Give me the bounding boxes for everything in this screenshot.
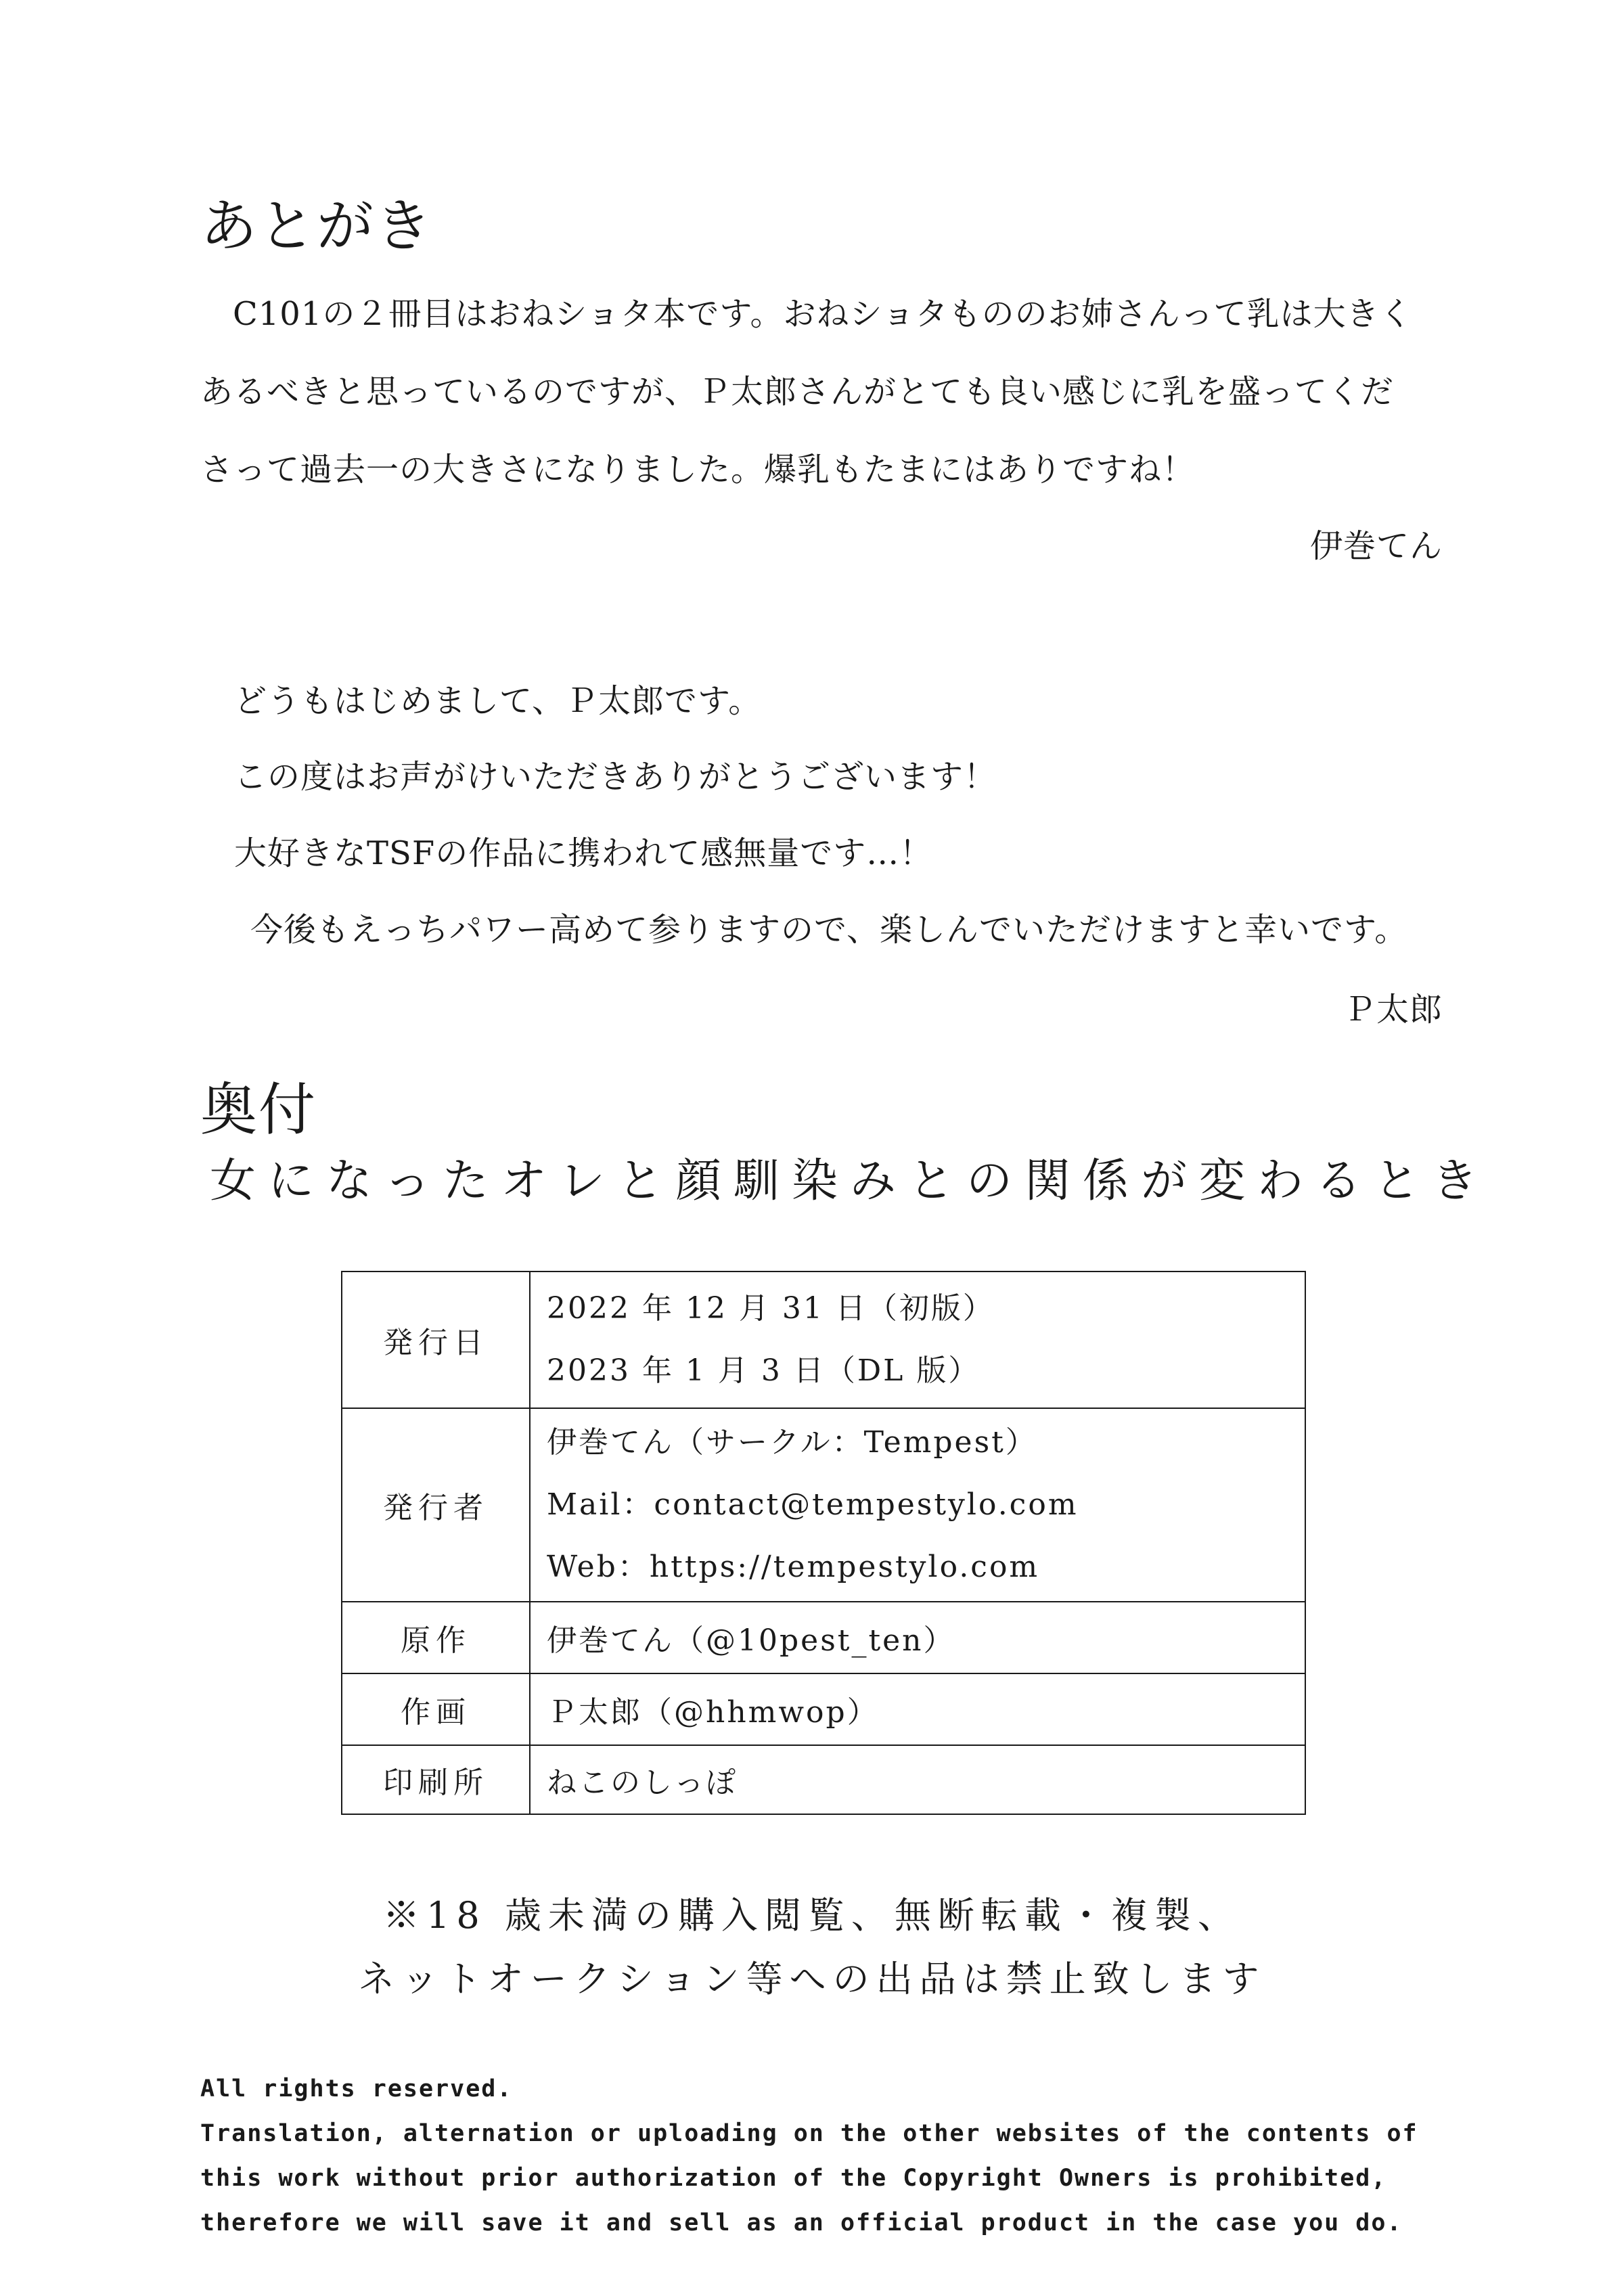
book-title: 女になったオレと顔馴染みとの関係が変わるとき	[210, 1154, 1491, 1208]
table-row	[342, 1673, 1305, 1745]
table-row	[342, 1271, 1305, 1408]
publish-date-first: 2022 年 12 月 31 日（初版）	[547, 1291, 995, 1326]
author-signature: 伊巻てん	[1309, 527, 1443, 565]
legal-line-2: Translation, alternation or uploading on the other websites of the contents of	[200, 2120, 1418, 2147]
age-notice-line-2: ネットオークション等への出品は禁止致します	[358, 1958, 1266, 2000]
author-paragraph-line-3: さって過去一の大きさになりました。爆乳もたまにはありですね！	[200, 451, 1196, 489]
row-value-publisher	[530, 1408, 1305, 1602]
artist-signature: Ｐ太郎	[1343, 991, 1443, 1029]
author-paragraph-line-1: C101の２冊目はおねショタ本です。おねショタもののお姉さんって乳は大きく	[233, 295, 1413, 333]
row-value-original: 伊巻てん（@10pest_ten）	[530, 1602, 1305, 1673]
row-label-publisher: 発行者	[342, 1408, 530, 1602]
publisher-mail: Mail：contact@tempestylo.com	[547, 1487, 1079, 1522]
table-row	[342, 1408, 1305, 1602]
row-label-printer: 印刷所	[342, 1745, 530, 1814]
row-label-artist: 作画	[342, 1673, 530, 1745]
legal-line-1: All rights reserved.	[200, 2075, 513, 2102]
table-row	[342, 1745, 1305, 1814]
publisher-name: 伊巻てん（サークル：Tempest）	[547, 1425, 1037, 1460]
legal-notice	[200, 2067, 1418, 2245]
row-value-artist: Ｐ太郎（@hhmwop）	[530, 1673, 1305, 1745]
row-value-printer: ねこのしっぽ	[530, 1745, 1305, 1814]
colophon-heading: 奥付	[200, 1077, 317, 1143]
age-notice-line-1: ※18 歳未満の購入閲覧、無断転載・複製、	[383, 1894, 1241, 1937]
afterword-heading: あとがき	[200, 193, 434, 259]
row-label-original: 原作	[342, 1602, 530, 1673]
colophon-table	[341, 1271, 1306, 1815]
publisher-web: Web：https://tempestylo.com	[547, 1550, 1040, 1584]
artist-paragraph-line-1: どうもはじめまして、Ｐ太郎です。	[234, 682, 762, 720]
publish-date-dl: 2023 年 1 月 3 日（DL 版）	[547, 1353, 980, 1388]
row-label-publish-date: 発行日	[342, 1271, 530, 1408]
legal-line-3: this work without prior authorization of the Copyright Owners is prohibited,	[200, 2165, 1387, 2192]
row-value-publish-date	[530, 1271, 1305, 1408]
artist-paragraph-line-2: この度はお声がけいただきありがとうございます！	[234, 758, 997, 796]
table-row	[342, 1602, 1305, 1673]
artist-paragraph-line-4: 今後もえっちパワー高めて参りますので、楽しんでいただけますと幸いです。	[250, 911, 1408, 949]
author-paragraph-line-2: あるべきと思っているのですが、Ｐ太郎さんがとても良い感じに乳を盛ってくだ	[200, 373, 1395, 411]
artist-paragraph-line-3: 大好きなTSFの作品に携われて感無量です…！	[234, 834, 933, 872]
legal-line-4: therefore we will save it and sell as an official product in the case you do.	[200, 2209, 1403, 2236]
